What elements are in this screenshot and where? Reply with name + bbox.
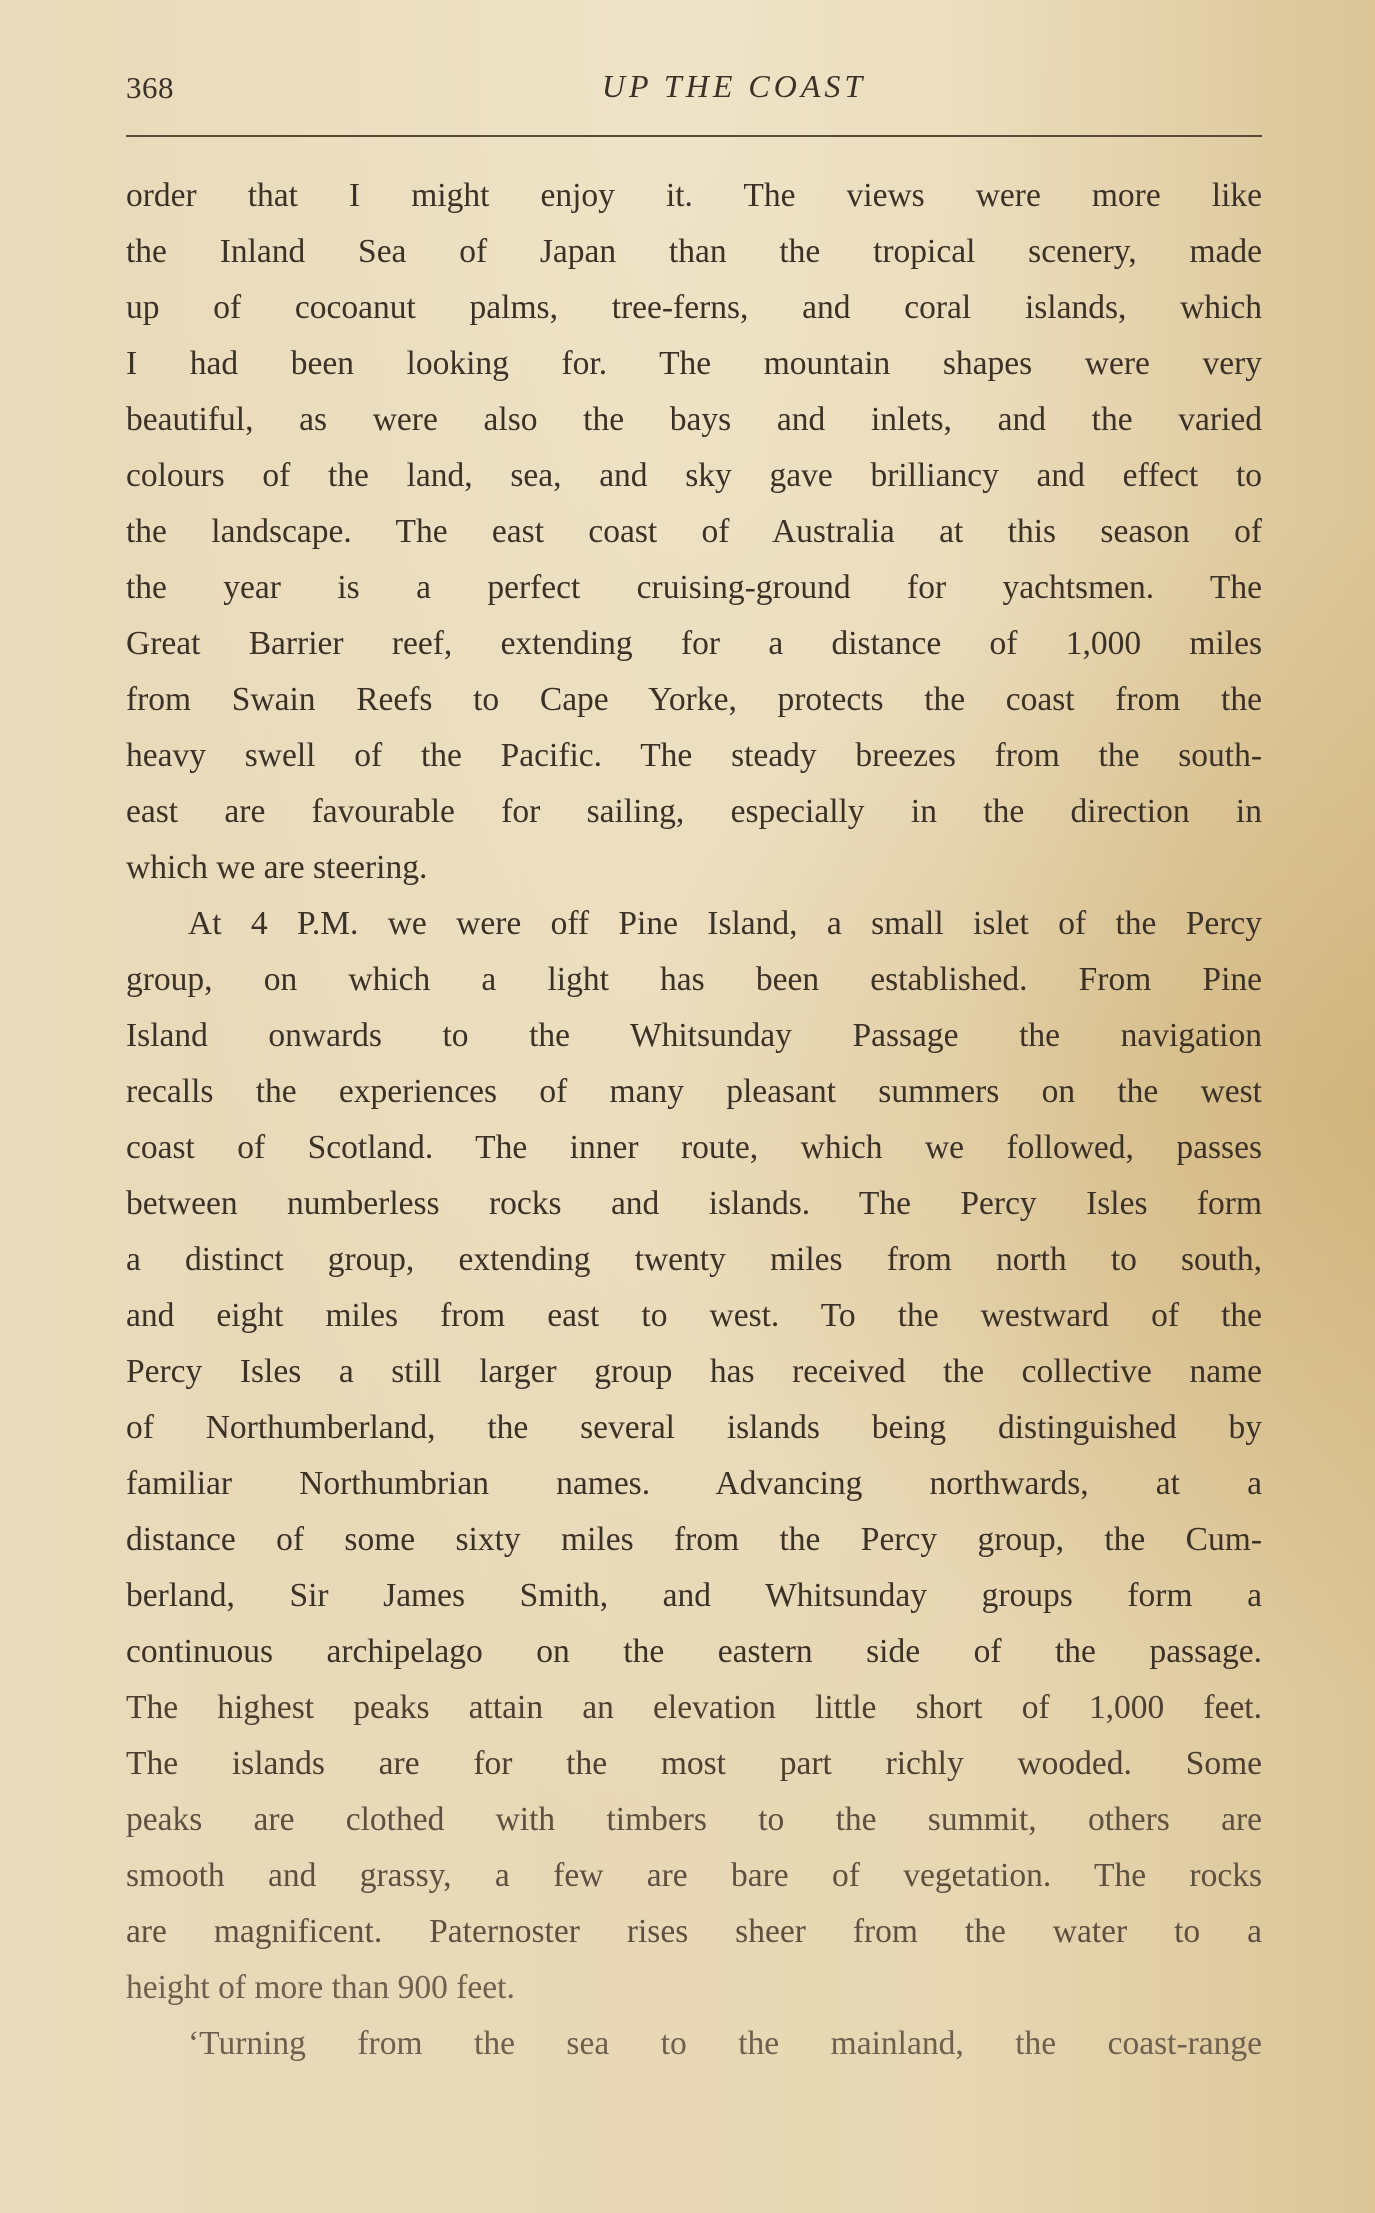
text-line: heavy swell of the Pacific. The steady breezes from the south- [126,737,1262,774]
text-line: between numberless rocks and islands. The Percy Isles form [126,1185,1262,1222]
text-line: a distinct group, extending twenty miles from north to south, [126,1241,1262,1278]
text-line: distance of some sixty miles from the Percy group, the Cum- [126,1521,1262,1558]
text-line: continuous archipelago on the eastern side of the passage. [126,1633,1262,1670]
text-line: Percy Isles a still larger group has received the collective name [126,1353,1262,1390]
text-line: group, on which a light has been established. From Pine [126,961,1262,998]
text-line: coast of Scotland. The inner route, which we followed, passes [126,1129,1262,1166]
text-line: colours of the land, sea, and sky gave brilliancy and effect to [126,457,1262,494]
header-rule [126,135,1262,137]
text-line: and eight miles from east to west. To the westward of the [126,1297,1262,1334]
text-line: the Inland Sea of Japan than the tropical scenery, made [126,233,1262,270]
text-line: are magnificent. Paternoster rises sheer from the water to a [126,1913,1262,1950]
text-line: the year is a perfect cruising-ground for yachtsmen. The [126,569,1262,606]
text-line: Great Barrier reef, extending for a distance of 1,000 miles [126,625,1262,662]
text-line: which we are steering. [126,849,428,886]
text-line: smooth and grassy, a few are bare of vegetation. The rocks [126,1857,1262,1894]
text-line: familiar Northumbrian names. Advancing northwards, at a [126,1465,1262,1502]
text-line: the landscape. The east coast of Australia at this season of [126,513,1262,550]
text-line: The islands are for the most part richly wooded. Some [126,1745,1262,1782]
text-line: I had been looking for. The mountain shapes were very [126,345,1262,382]
page-number: 368 [126,70,174,105]
text-line: east are favourable for sailing, especially in the direction in [126,793,1262,830]
body-text [126,168,1262,2072]
text-line: up of cocoanut palms, tree-ferns, and coral islands, which [126,289,1262,326]
running-title: UP THE COAST [601,68,867,104]
text-line: peaks are clothed with timbers to the summit, others are [126,1801,1262,1838]
text-line: ‘Turning from the sea to the mainland, the coast-range [188,2025,1262,2062]
text-line: beautiful, as were also the bays and inlets, and the varied [126,401,1262,438]
text-line: height of more than 900 feet. [126,1969,515,2006]
text-line: Island onwards to the Whitsunday Passage the navigation [126,1017,1262,1054]
text-line: At 4 P.M. we were off Pine Island, a small islet of the Percy [188,905,1262,942]
text-line: of Northumberland, the several islands being distinguished by [126,1409,1262,1446]
text-line: recalls the experiences of many pleasant summers on the west [126,1073,1262,1110]
text-line: The highest peaks attain an elevation little short of 1,000 feet. [126,1689,1262,1726]
text-line: from Swain Reefs to Cape Yorke, protects the coast from the [126,681,1262,718]
text-line: berland, Sir James Smith, and Whitsunday groups form a [126,1577,1262,1614]
text-line: order that I might enjoy it. The views were more like [126,177,1262,214]
page-header [126,62,1262,122]
